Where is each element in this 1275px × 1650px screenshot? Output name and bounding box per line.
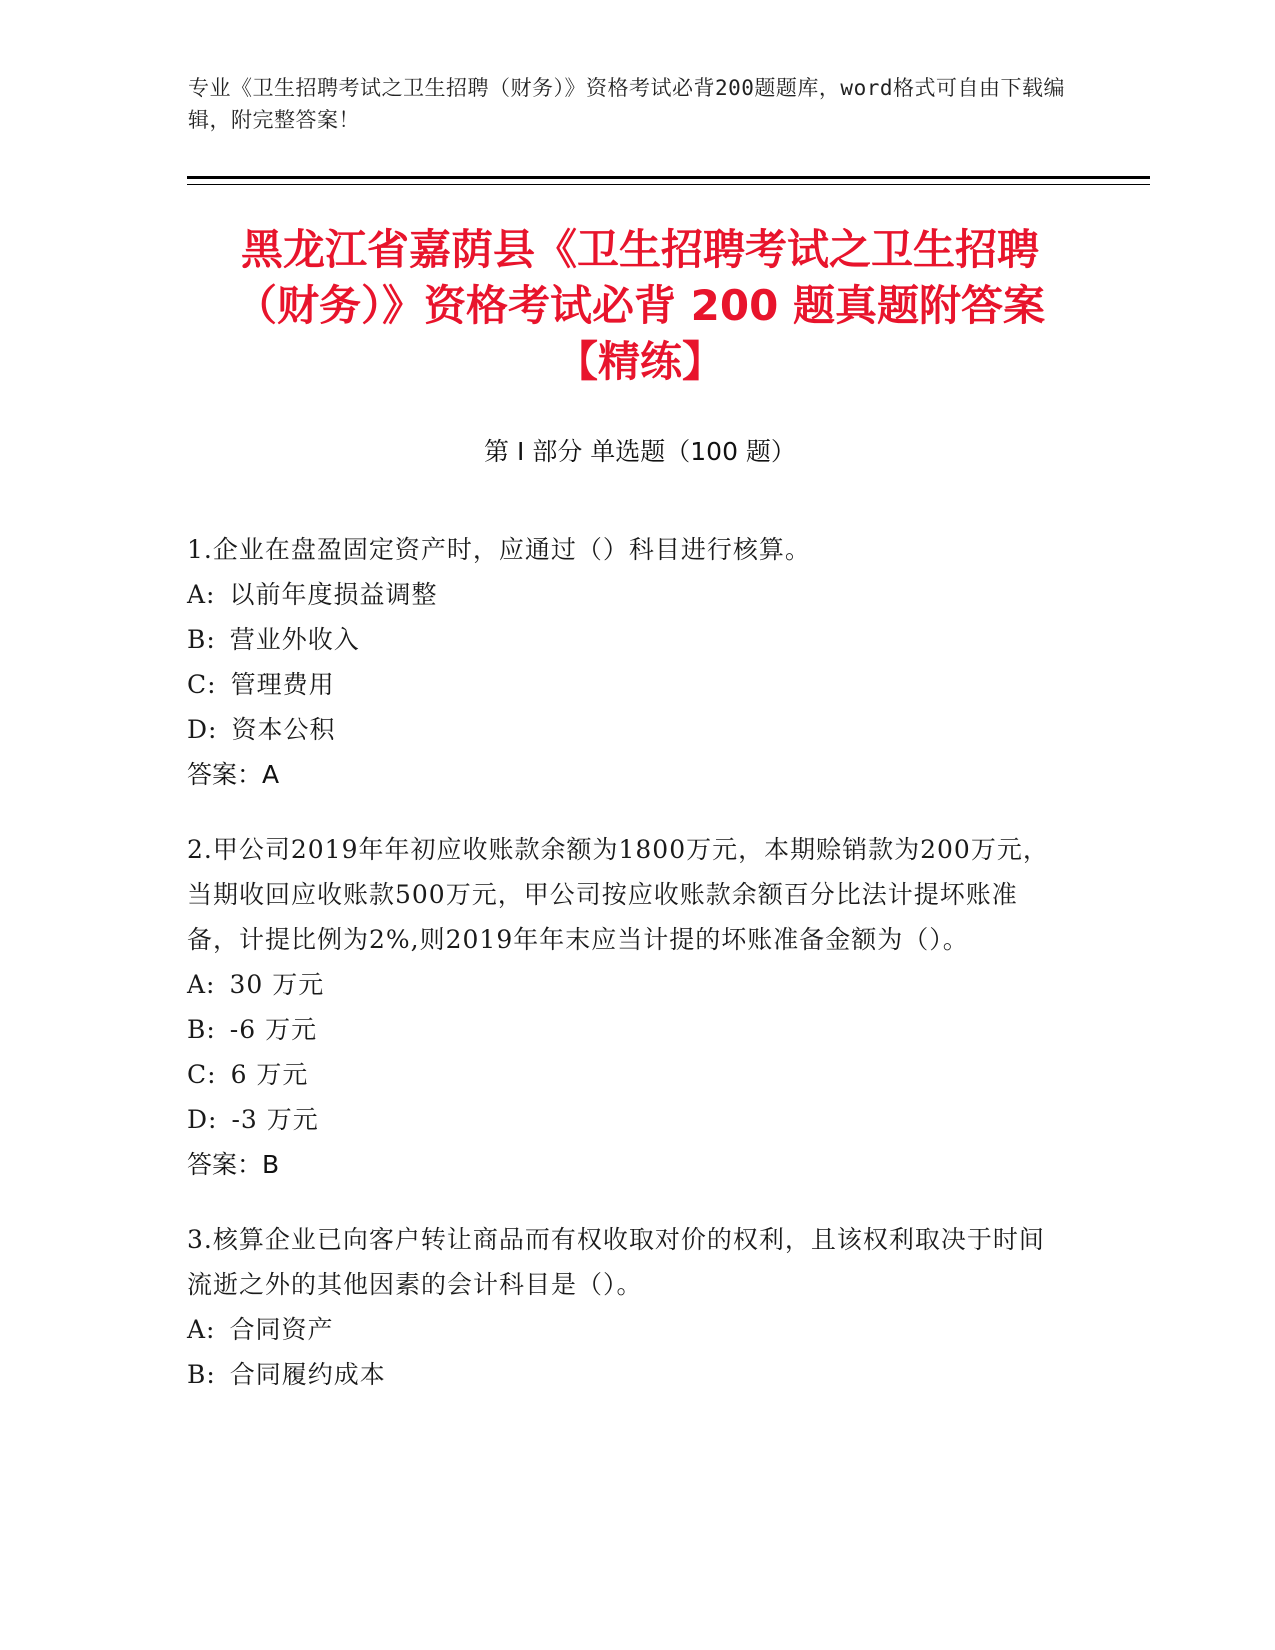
answer-line (187, 1142, 1067, 1187)
option-key: C: (187, 670, 217, 699)
option-c (187, 1052, 1067, 1097)
answer-line (187, 752, 1067, 797)
answer-value: A (262, 760, 280, 789)
title-line: （财务）》资格考试必背 200 题真题附答案 (235, 281, 1045, 330)
header-divider-thin (187, 184, 1150, 185)
option-a (187, 572, 1067, 617)
option-key: D: (187, 715, 218, 744)
answer-label: 答案： (187, 760, 263, 789)
option-d (187, 1097, 1067, 1142)
option-a (187, 1307, 1067, 1352)
title-line: 【精练】 (555, 337, 724, 386)
question-item (187, 527, 1067, 797)
option-key: B: (187, 1015, 216, 1044)
header-divider-thick (187, 176, 1150, 179)
option-key: B: (187, 625, 216, 654)
option-key: D: (187, 1105, 218, 1134)
question-list (187, 527, 1067, 1427)
option-b (187, 617, 1067, 662)
question-stem: 2.甲公司2019年年初应收账款余额为1800万元，本期赊销款为200万元，当期收回应收账款500万元，甲公司按应收账款余额百分比法计提坏账准备，计提比例为2%,则2019年年末应当计提的坏账准备金额为（）。 (187, 835, 1049, 954)
option-text: 6 万元 (230, 1060, 309, 1089)
option-a (187, 962, 1067, 1007)
title-line: 黑龙江省嘉荫县《卫生招聘考试之卫生招聘 (240, 225, 1039, 274)
option-c (187, 662, 1067, 707)
question-stem: 3.核算企业已向客户转让商品而有权收取对价的权利，且该权利取决于时间流逝之外的其他因素的会计科目是（）。 (187, 1225, 1045, 1299)
header-note: 专业《卫生招聘考试之卫生招聘（财务）》资格考试必背200题题库，word格式可自由下载编辑，附完整答案！ (188, 76, 1065, 132)
option-text: -3 万元 (231, 1105, 319, 1134)
option-key: C: (187, 1060, 217, 1089)
answer-label: 答案： (187, 1150, 263, 1179)
option-text: 合同履约成本 (229, 1360, 386, 1389)
answer-value: B (262, 1150, 280, 1179)
option-b (187, 1007, 1067, 1052)
question-stem: 1.企业在盘盈固定资产时，应通过（）科目进行核算。 (187, 535, 811, 564)
option-key: A: (187, 970, 216, 999)
option-key: B: (187, 1360, 216, 1389)
option-b (187, 1352, 1067, 1397)
option-text: -6 万元 (229, 1015, 318, 1044)
option-text: 营业外收入 (229, 625, 360, 654)
section-title: 第 I 部分 单选题（100 题） (484, 437, 796, 466)
option-text: 管理费用 (230, 670, 335, 699)
option-text: 资本公积 (231, 715, 336, 744)
question-item (187, 827, 1067, 1187)
option-d (187, 707, 1067, 752)
option-key: A: (187, 1315, 216, 1344)
option-text: 30 万元 (229, 970, 325, 999)
document-title (150, 222, 1130, 390)
option-text: 合同资产 (229, 1315, 334, 1344)
option-key: A: (187, 580, 216, 609)
question-item (187, 1217, 1067, 1397)
option-text: 以前年度损益调整 (229, 580, 438, 609)
